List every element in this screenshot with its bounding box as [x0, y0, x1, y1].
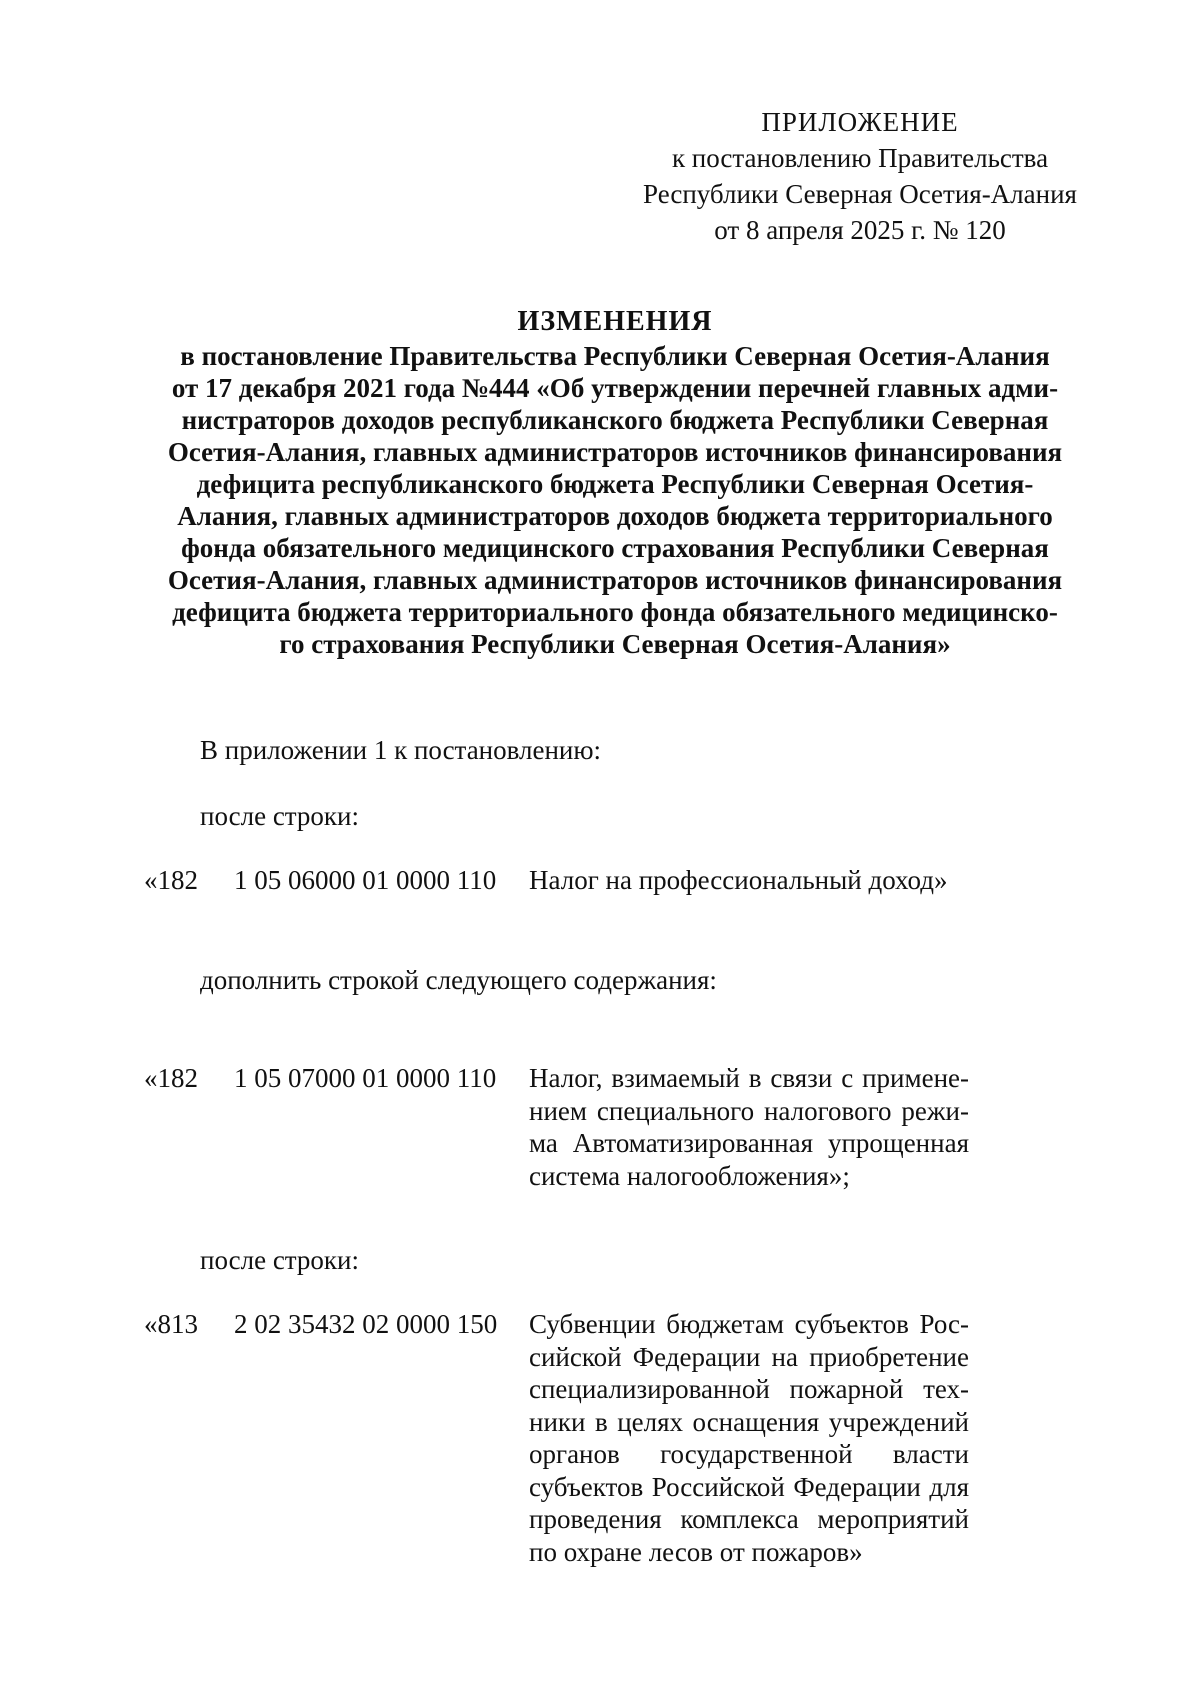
description-line: проведения комплекса мероприятий	[529, 1504, 969, 1534]
description-line: ники в целях оснащения учреждений	[529, 1406, 969, 1437]
appendix-title: ПРИЛОЖЕНИЕ	[761, 107, 959, 137]
heading-line: фонда обязательного медицинского страхования Республики Северная	[181, 533, 1049, 563]
appendix-line-2: Республики Северная Осетия-Алания	[643, 179, 1077, 209]
kbk-code: 2 02 35432 02 0000 150	[234, 1309, 498, 1339]
heading-title: ИЗМЕНЕНИЯ	[517, 306, 713, 337]
heading-line: Осетия-Алания, главных администраторов источников финансирования	[167, 565, 1063, 595]
kbk-code: 1 05 06000 01 0000 110	[234, 865, 497, 895]
admin-code: «182	[144, 1063, 198, 1093]
appendix-line-1: к постановлению Правительства	[671, 143, 1049, 173]
description-line: органов государственной власти	[529, 1439, 969, 1469]
description-line: нием специального налогового режи-	[529, 1095, 969, 1126]
description-line: по охране лесов от пожаров»	[529, 1536, 863, 1567]
heading-line: от 17 декабря 2021 года №444 «Об утверждении перечней главных адми-	[171, 373, 1059, 403]
description-line: Налог, взимаемый в связи с примене-	[529, 1063, 969, 1093]
appendix-header	[620, 104, 1100, 248]
appendix-line-3: от 8 апреля 2025 г. № 120	[714, 215, 1006, 245]
description-line: Налог на профессиональный доход»	[529, 865, 948, 895]
description-line: специализированной пожарной тех-	[529, 1374, 969, 1404]
row-description	[529, 1062, 969, 1192]
heading-line: дефицита республиканского бюджета Республики Северная Осетия-	[196, 469, 1034, 499]
heading-line: Алания, главных администраторов доходов бюджета территориального	[177, 501, 1053, 531]
document-heading	[140, 306, 1090, 660]
heading-line: Осетия-Алания, главных администраторов источников финансирования	[167, 437, 1063, 467]
description-line: сийской Федерации на приобретение	[529, 1341, 969, 1372]
description-line: субъектов Российской Федерации для	[529, 1471, 969, 1502]
heading-line: нистраторов доходов республиканского бюджета Республики Северная	[181, 405, 1049, 435]
heading-line: дефицита бюджета территориального фонда обязательного медицинско-	[172, 597, 1058, 627]
admin-code: «182	[144, 865, 198, 895]
row-description	[529, 1308, 969, 1568]
description-line: Субвенции бюджетам субъектов Рос-	[529, 1309, 969, 1339]
row-description	[529, 864, 969, 897]
after-row-paragraph: после строки:	[200, 1245, 359, 1275]
supplement-paragraph: дополнить строкой следующего содержания:	[200, 965, 717, 995]
description-line: система налогообложения»;	[529, 1160, 850, 1191]
admin-code: «813	[144, 1309, 198, 1339]
kbk-code: 1 05 07000 01 0000 110	[234, 1063, 497, 1093]
intro-paragraph: В приложении 1 к постановлению:	[200, 735, 602, 765]
description-line: ма Автоматизированная упрощенная	[529, 1128, 969, 1158]
heading-line: го страхования Республики Северная Осетия-Алания»	[279, 629, 951, 659]
heading-line: в постановление Правительства Республики Северная Осетия-Алания	[180, 341, 1050, 371]
after-row-paragraph: после строки:	[200, 801, 359, 831]
